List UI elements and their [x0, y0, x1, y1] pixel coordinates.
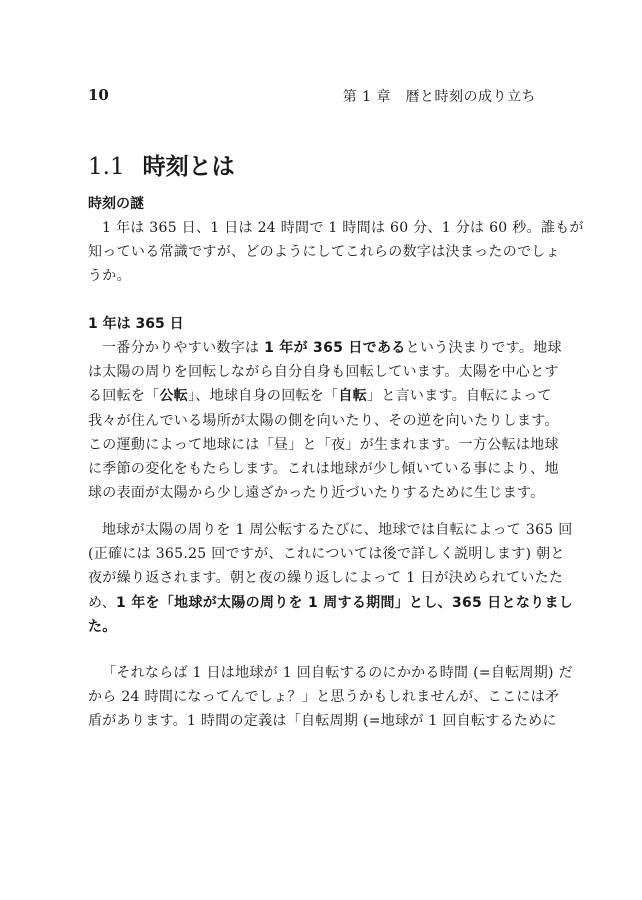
text-run: 地球が太陽の周りを 1 周公転するたびに、地球では自転によって 365 回	[102, 522, 573, 538]
bold-text-run: 1 年が 365 日である	[264, 340, 406, 356]
text-line	[88, 518, 573, 542]
text-run: 夜が繰り返されます。朝と夜の繰り返しによって 1 日が決められていたた	[88, 570, 564, 587]
section-heading	[88, 148, 235, 181]
text-run: うか。	[88, 268, 131, 285]
subsection-heading-year: 1 年は 365 日	[88, 316, 184, 332]
text-run: という決まりです。地球	[405, 340, 562, 356]
text-line	[88, 661, 573, 685]
text-line	[88, 360, 559, 384]
text-run: 知っている常識ですが、どのようにしてこれらの数字は決まったのでしょ	[88, 244, 560, 261]
text-run: から 24 時間になってんでしょ？」と思うかもしれませんが、ここには矛	[88, 689, 560, 706]
text-line	[88, 457, 559, 481]
text-line	[88, 240, 560, 264]
text-run: 我々が住んでいる場所が太陽の側を向いたり、その逆を向いたりします。	[88, 412, 559, 429]
text-run: る回転を「	[88, 388, 160, 405]
bold-text-run: た。	[88, 618, 117, 635]
text-line	[88, 409, 559, 433]
text-line	[88, 615, 538, 639]
text-run: 「それならば 1 日は地球が 1 回自転するのにかかる時間 (=自転周期) だ	[102, 665, 573, 681]
bold-text-run: 自転	[338, 388, 368, 405]
bold-text-run: 1 年を「地球が太陽の周りを 1 周する期間」とし、365 日となりまし	[116, 594, 574, 611]
text-run: 1 年は 365 日、1 日は 24 時間で 1 時間は 60 分、1 分は 60 秒。誰もが	[102, 220, 584, 236]
paragraph-year	[88, 336, 562, 505]
text-line	[88, 566, 564, 590]
text-line	[88, 336, 562, 360]
subsection-heading-mystery: 時刻の謎	[88, 196, 144, 212]
text-run: (正確には 365.25 回ですが、これについては後で詳しく説明します) 朝と	[88, 546, 565, 563]
text-run: め、	[88, 594, 117, 611]
section-number: 1.1	[88, 154, 125, 180]
text-run: は太陽の周りを回転しながら自分自身も回転しています。太陽を中心とす	[88, 364, 559, 381]
text-line	[88, 384, 552, 408]
text-run: この運動によって地球には「昼」と「夜」が生まれます。一方公転は地球	[88, 436, 559, 453]
page-number: 10	[88, 86, 109, 104]
text-line	[88, 591, 574, 615]
chapter-title: 第 1 章 暦と時刻の成り立ち	[342, 89, 536, 105]
text-line	[88, 433, 559, 457]
paragraph-contradiction	[88, 661, 573, 734]
text-run: 盾があります。1 時間の定義は「自転周期 (=地球が 1 回自転するために	[88, 713, 557, 730]
text-line	[88, 542, 565, 566]
section-title: 時刻とは	[142, 154, 235, 180]
text-line	[88, 216, 584, 240]
text-line	[88, 481, 545, 505]
paragraph-rotation	[88, 518, 574, 639]
text-run: 球の表面が太陽から少し遠ざかったり近づいたりするために生じます。	[88, 485, 545, 502]
text-line	[88, 709, 557, 733]
text-line	[88, 264, 538, 288]
text-run: 」、地球自身の回転を「	[188, 388, 339, 405]
text-run: に季節の変化をもたらします。これは地球が少し傾いている事により、地	[88, 460, 559, 477]
running-head	[88, 86, 536, 110]
text-run: 」と言います。自転によって	[367, 388, 552, 405]
text-run: 一番分かりやすい数字は	[102, 340, 265, 356]
text-line	[88, 685, 560, 709]
paragraph-mystery	[88, 216, 584, 289]
bold-text-run: 公転	[159, 388, 189, 405]
